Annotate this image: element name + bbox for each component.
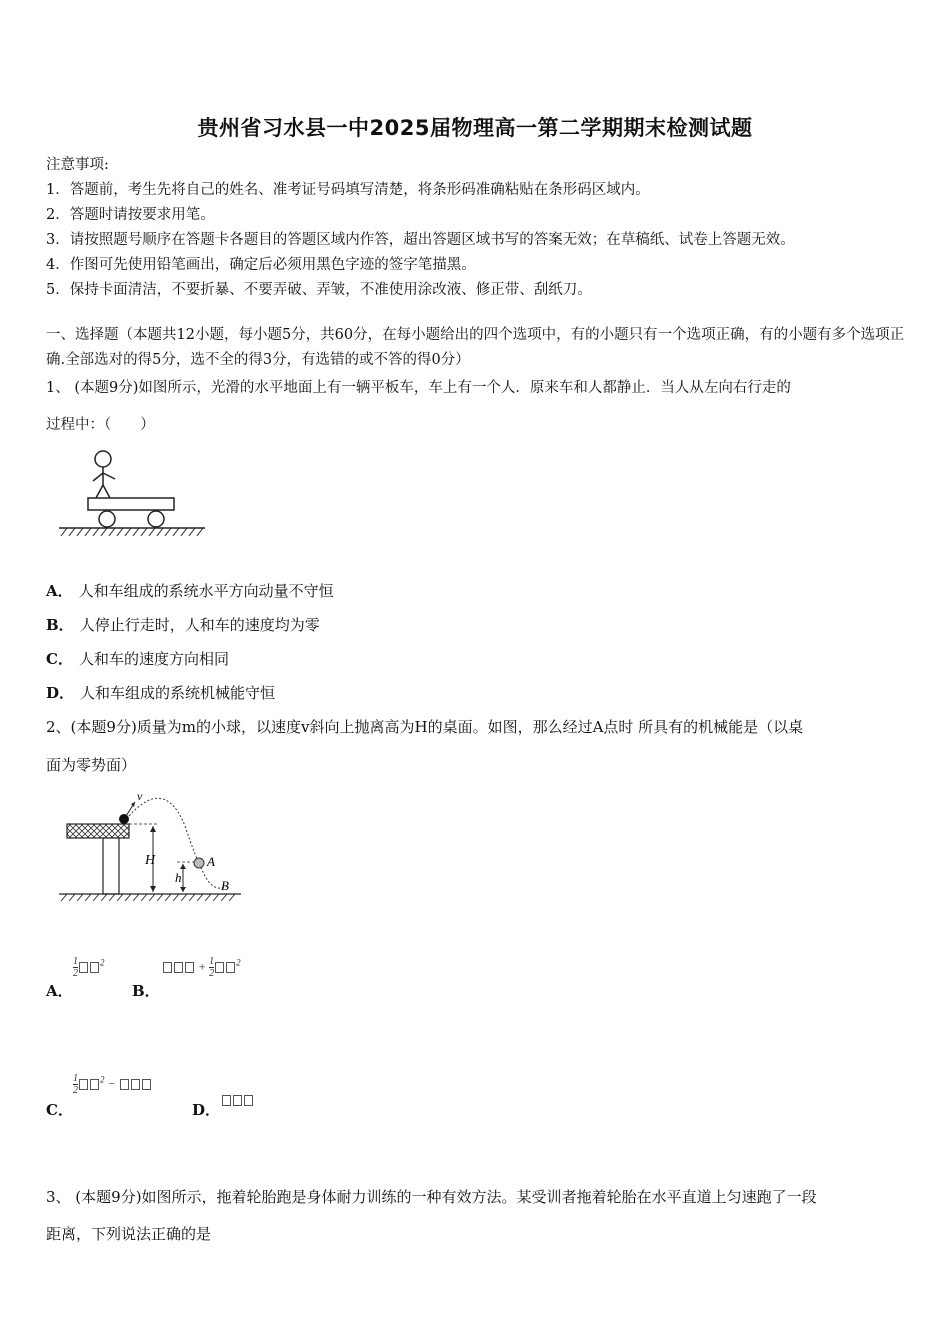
notice-item: 4．作图可先使用铅笔画出，确定后必须用黑色字迹的签字笔描黑。	[46, 257, 476, 273]
point-b-label: B	[221, 878, 229, 893]
section-heading: 一、选择题（本题共12小题，每小题5分，共60分，在每小题给出的四个选项中，有的小题只有一个选项正确，有的小题有多个选项正确.全部选对的得5分，选不全的得3分，有选错的或不答的得0分）	[46, 327, 905, 368]
height-lower-h-label: h	[175, 870, 182, 885]
velocity-label: v	[137, 789, 143, 803]
q2-option-a-formula: $\frac{1}{2}$ $^2$	[73, 956, 105, 979]
q2-option-b-formula: + $\frac{1}{2}$ $^2$	[162, 956, 241, 979]
q2-option-c-formula: $\frac{1}{2}$ $^2$ −	[73, 1073, 152, 1096]
q1-option-a[interactable]: A． 人和车组成的系统水平方向动量不守恒	[46, 582, 334, 600]
q2-option-c-label[interactable]: C．	[46, 1101, 73, 1119]
point-a-label: A	[207, 854, 215, 869]
notice-item: 5．保持卡面清洁，不要折暴、不要弄破、弄皱，不准使用涂改液、修正带、刮纸刀。	[46, 282, 592, 298]
q3-stem: 3、 (本题9分)如图所示，拖着轮胎跑是身体耐力训练的一种有效方法。某受训者拖着轮胎在水平直道上匀速跑了一段	[46, 1188, 817, 1206]
projectile-figure	[55, 786, 247, 904]
q1-option-d[interactable]: D． 人和车组成的系统机械能守恒	[46, 684, 276, 702]
q3-stem-cont: 距离，下列说法正确的是	[46, 1225, 212, 1243]
height-h-label: H	[145, 853, 156, 868]
cart-person-figure	[55, 447, 215, 543]
notice-item: 2．答题时请按要求用笔。	[46, 207, 215, 223]
q2-option-d-label[interactable]: D．	[192, 1101, 221, 1119]
q1-stem-cont: 过程中：（ ）	[46, 417, 155, 433]
q2-stem-cont: 面为零势面）	[46, 756, 137, 774]
q1-option-c[interactable]: C． 人和车的速度方向相同	[46, 650, 229, 668]
q2-stem: 2、(本题9分)质量为m的小球，以速度v斜向上抛离高为H的桌面。如图，那么经过A点时 所具有的机械能是（以桌	[46, 718, 804, 736]
q2-option-b-label[interactable]: B．	[132, 982, 160, 1000]
q2-option-d-formula	[221, 1092, 254, 1107]
notice-heading: 注意事项:	[46, 157, 109, 173]
notice-item: 3．请按照题号顺序在答题卡各题目的答题区域内作答，超出答题区域书写的答案无效；在草稿纸、试卷上答题无效。	[46, 232, 795, 248]
q1-option-b[interactable]: B． 人停止行走时，人和车的速度均为零	[46, 616, 320, 634]
page-title: 贵州省习水县一中2025届物理高一第二学期期末检测试题	[197, 116, 753, 140]
notice-item: 1．答题前，考生先将自己的姓名、准考证号码填写清楚，将条形码准确粘贴在条形码区域内。	[46, 182, 650, 198]
q1-stem: 1、 (本题9分)如图所示，光滑的水平地面上有一辆平板车，车上有一个人．原来车和人都静止．当人从左向右行走的	[46, 380, 791, 396]
q2-option-a-label[interactable]: A．	[46, 982, 73, 1000]
